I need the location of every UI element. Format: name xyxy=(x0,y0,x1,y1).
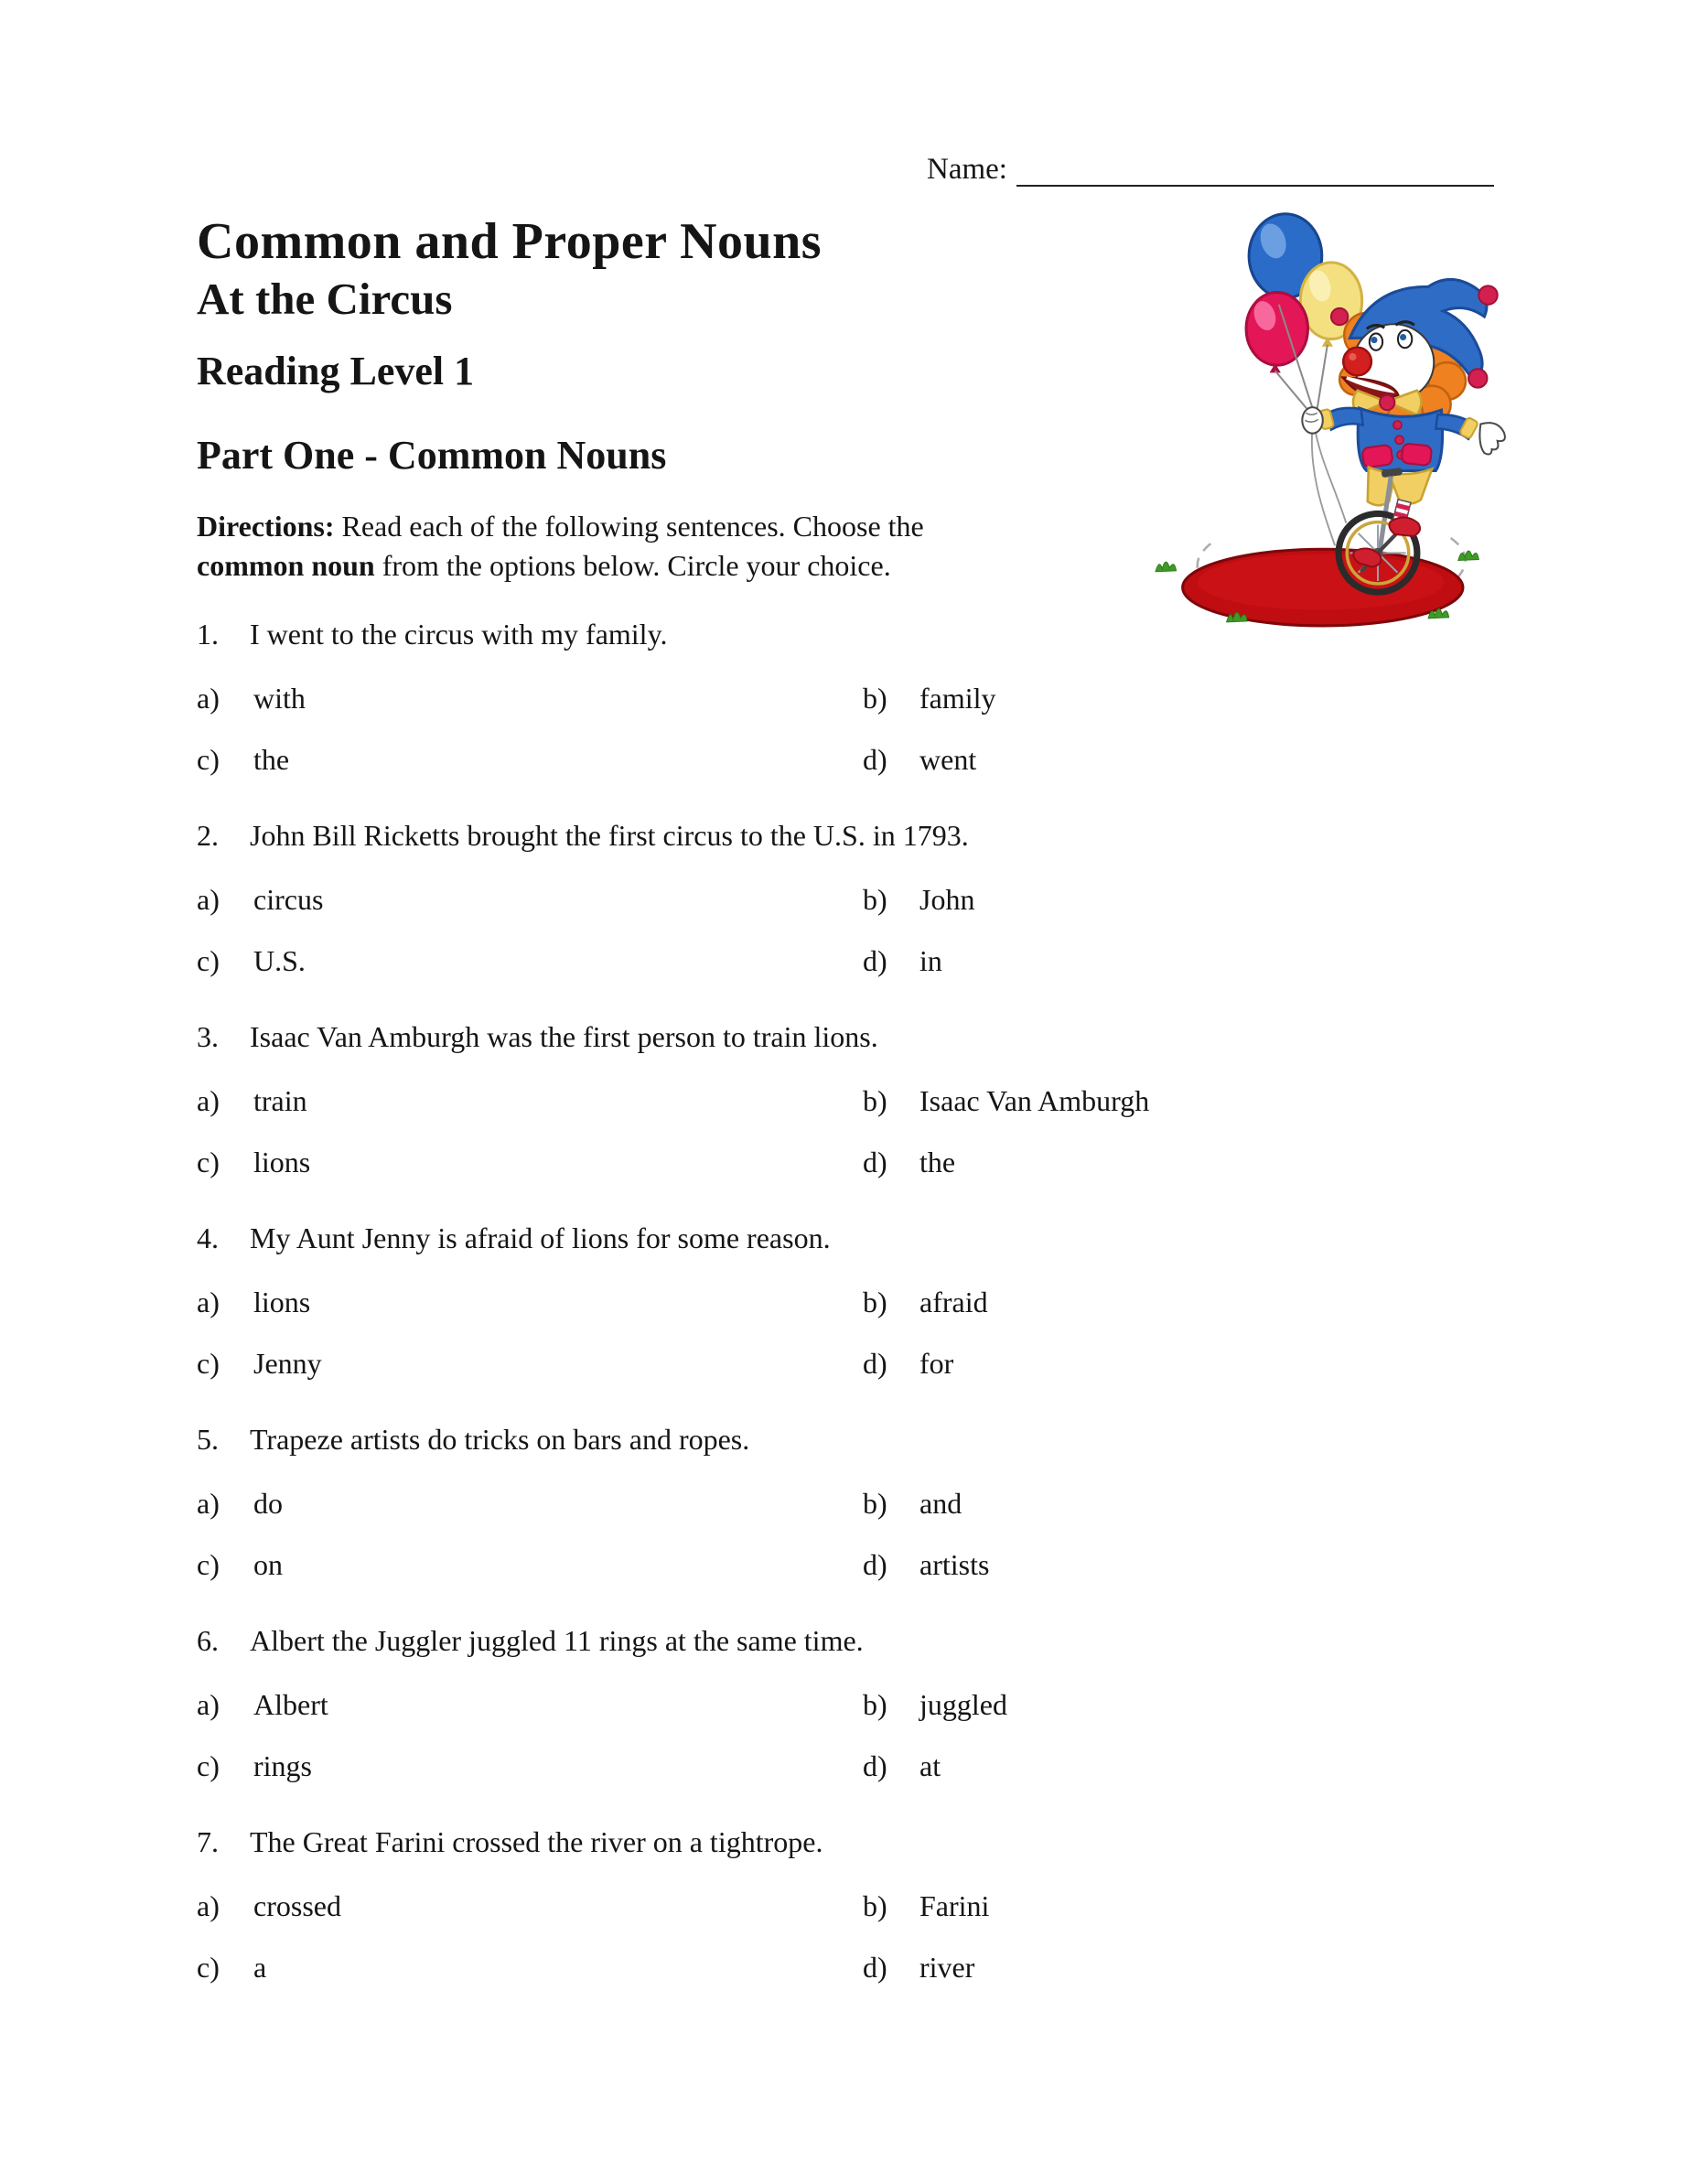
question-number: 1. xyxy=(197,618,219,651)
question-text: Trapeze artists do tricks on bars and ropes. xyxy=(250,1423,750,1456)
question-text: Albert the Juggler juggled 11 rings at the same time. xyxy=(250,1624,864,1657)
option-1c[interactable]: c) the xyxy=(197,743,290,776)
clown-on-unicycle-with-balloons-icon xyxy=(1122,179,1543,628)
option-5c[interactable]: c) on xyxy=(197,1548,283,1581)
options-grid xyxy=(197,1286,1349,1379)
directions-label: Directions: xyxy=(197,510,335,543)
option-4d[interactable]: d) for xyxy=(863,1347,954,1380)
question-line xyxy=(197,1625,1349,1656)
question-text: My Aunt Jenny is afraid of lions for some reason. xyxy=(250,1221,831,1254)
option-3b[interactable]: b) Isaac Van Amburgh xyxy=(863,1084,1150,1117)
questions-list xyxy=(197,619,1349,2028)
question-2 xyxy=(197,820,1349,976)
option-1a[interactable]: a) with xyxy=(197,682,306,715)
option-2d[interactable]: d) in xyxy=(863,944,942,977)
option-3c[interactable]: c) lions xyxy=(197,1146,311,1178)
question-text: John Bill Ricketts brought the first circus to the U.S. in 1793. xyxy=(250,819,969,852)
question-line xyxy=(197,1222,1349,1253)
options-grid xyxy=(197,1890,1349,1983)
question-text: Isaac Van Amburgh was the first person to train lions. xyxy=(250,1020,878,1053)
option-7c[interactable]: c) a xyxy=(197,1951,267,1984)
option-4a[interactable]: a) lions xyxy=(197,1286,311,1318)
option-5b[interactable]: b) and xyxy=(863,1487,962,1520)
directions xyxy=(197,507,1112,586)
options-grid xyxy=(197,1488,1349,1580)
question-line xyxy=(197,1424,1349,1455)
options-grid xyxy=(197,683,1349,775)
question-1 xyxy=(197,619,1349,775)
option-3d[interactable]: d) the xyxy=(863,1146,956,1178)
page-subtitle: At the Circus xyxy=(197,274,453,324)
question-number: 5. xyxy=(197,1423,219,1456)
options-grid xyxy=(197,884,1349,976)
question-6 xyxy=(197,1625,1349,1781)
page-title: Common and Proper Nouns xyxy=(197,213,822,270)
question-line xyxy=(197,1826,1349,1857)
directions-bold-term: common noun xyxy=(197,549,375,582)
reading-level-heading: Reading Level 1 xyxy=(197,349,475,393)
question-line xyxy=(197,820,1349,851)
option-7d[interactable]: d) river xyxy=(863,1951,975,1984)
directions-text-line2: from the options below. Circle your choice. xyxy=(382,549,891,582)
option-5d[interactable]: d) artists xyxy=(863,1548,990,1581)
question-line xyxy=(197,1021,1349,1052)
option-4c[interactable]: c) Jenny xyxy=(197,1347,322,1380)
option-2c[interactable]: c) U.S. xyxy=(197,944,306,977)
question-number: 2. xyxy=(197,819,219,852)
question-number: 4. xyxy=(197,1221,219,1254)
question-line xyxy=(197,619,1349,650)
option-5a[interactable]: a) do xyxy=(197,1487,283,1520)
option-6b[interactable]: b) juggled xyxy=(863,1688,1007,1721)
option-6c[interactable]: c) rings xyxy=(197,1749,312,1782)
directions-text-line1: Read each of the following sentences. Choose the xyxy=(341,510,924,543)
option-6a[interactable]: a) Albert xyxy=(197,1688,328,1721)
option-1d[interactable]: d) went xyxy=(863,743,977,776)
question-7 xyxy=(197,1826,1349,1983)
option-7a[interactable]: a) crossed xyxy=(197,1889,341,1922)
option-4b[interactable]: b) afraid xyxy=(863,1286,988,1318)
question-number: 7. xyxy=(197,1825,219,1858)
question-4 xyxy=(197,1222,1349,1379)
option-2a[interactable]: a) circus xyxy=(197,883,324,916)
options-grid xyxy=(197,1689,1349,1781)
options-grid xyxy=(197,1085,1349,1178)
question-3 xyxy=(197,1021,1349,1178)
option-6d[interactable]: d) at xyxy=(863,1749,941,1782)
name-label: Name: xyxy=(927,153,1007,186)
option-2b[interactable]: b) John xyxy=(863,883,975,916)
question-text: I went to the circus with my family. xyxy=(250,618,668,651)
option-7b[interactable]: b) Farini xyxy=(863,1889,990,1922)
part-one-heading: Part One - Common Nouns xyxy=(197,433,667,478)
question-5 xyxy=(197,1424,1349,1580)
question-number: 6. xyxy=(197,1624,219,1657)
option-3a[interactable]: a) train xyxy=(197,1084,307,1117)
question-text: The Great Farini crossed the river on a tightrope. xyxy=(250,1825,823,1858)
question-number: 3. xyxy=(197,1020,219,1053)
option-1b[interactable]: b) family xyxy=(863,682,996,715)
